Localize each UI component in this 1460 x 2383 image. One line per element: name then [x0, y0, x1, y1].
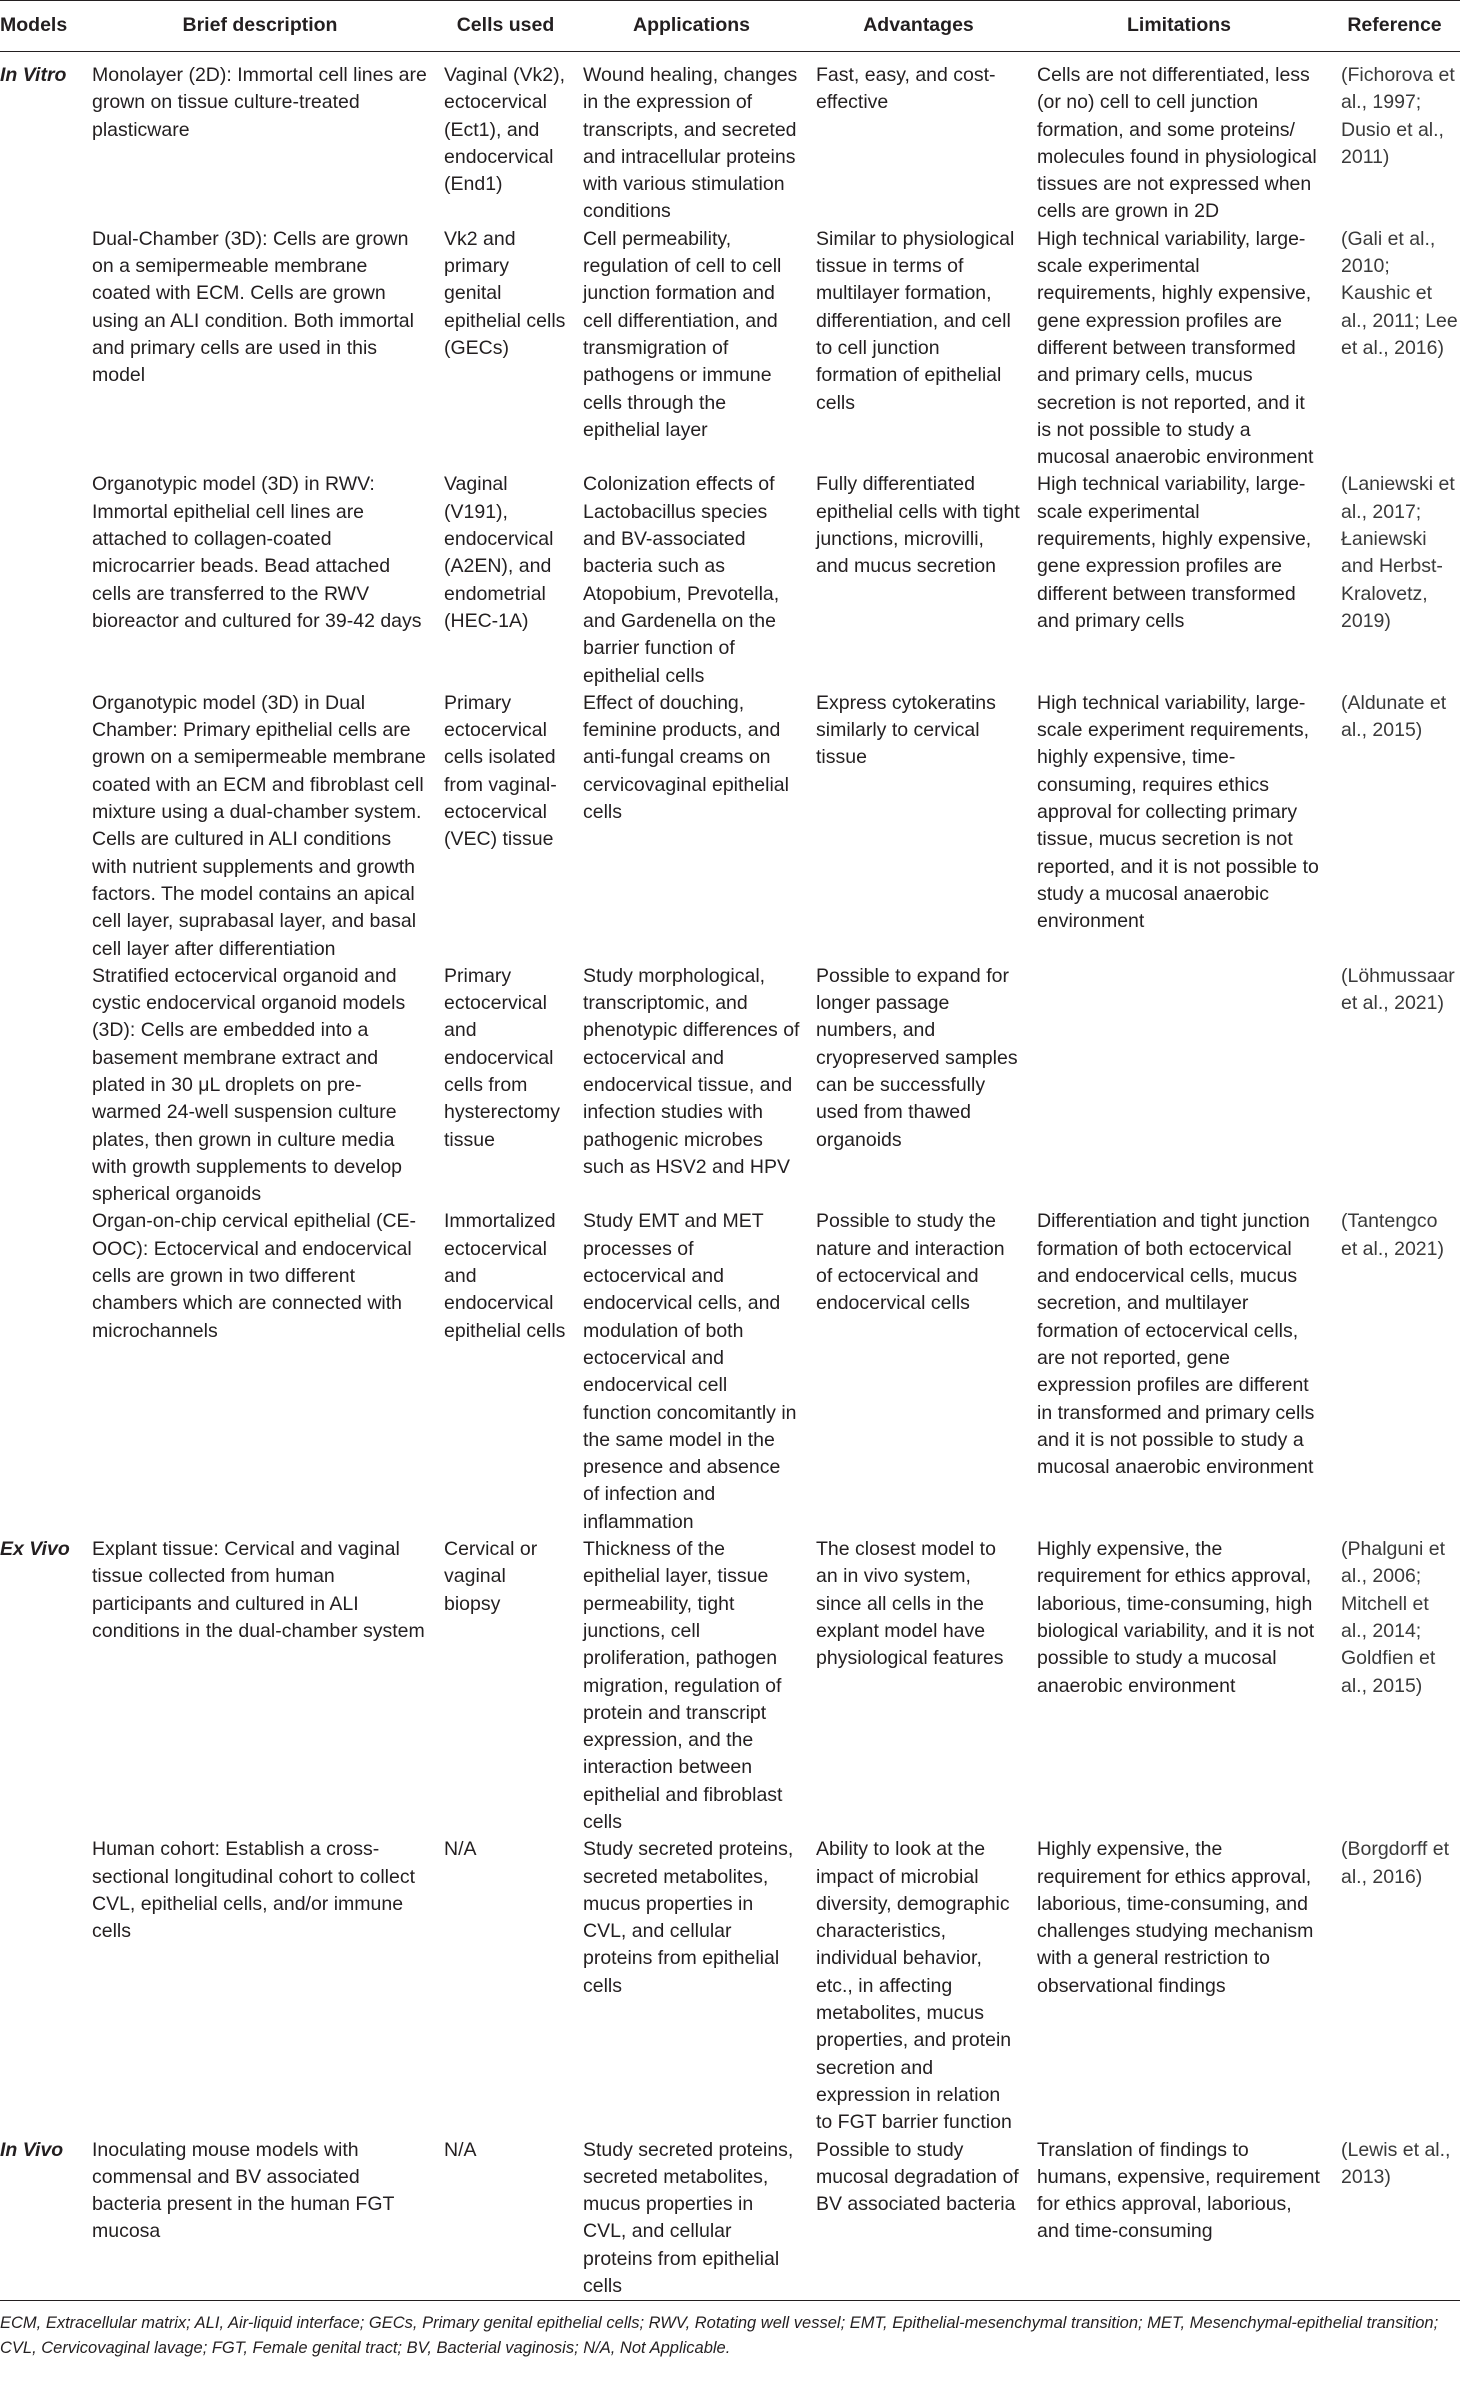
model-category [0, 690, 84, 963]
applications-cell: Effect of douching, feminine products, and anti-fungal creams on cervicovaginal epithelial cells [583, 691, 789, 824]
limitations-cell: Differentiation and tight junction formation of both ectocervical and endocervical cells, mucus secretion, and multilayer formation of ectocervical cells, are not reported, gene expression profiles are different in transformed and primary cells and it is not possible to study a mucosal anaerobic environment [1037, 1210, 1315, 1479]
limitations-cell: High technical variability, large-scale experiment requirements, highly expensive, time-consuming, requires ethics approval for collecting primary tissue, mucus secretion is not reported, and it is not possible to study a mucosal anaerobic environment [1037, 691, 1319, 933]
cells-used-cell: Cervical or vaginal biopsy [444, 1538, 538, 1615]
reference-link[interactable]: (Laniewski et al., 2017; Łaniewski and Herbst-Kralovetz, 2019) [1341, 473, 1455, 632]
table-row [0, 1836, 1460, 2136]
description-cell: Organ-on-chip cervical epithelial (CE-OOC): Ectocervical and endocervical cells are grown in two different chambers which are connected with microchannels [92, 1210, 417, 1342]
model-category: Ex Vivo [0, 1538, 70, 1561]
advantages-cell: Possible to study the nature and interaction of ectocervical and endocervical cells [816, 1210, 1005, 1315]
limitations-cell: Highly expensive, the requirement for ethics approval, laborious, time-consuming, and challenges studying mechanism with a general restriction to observational findings [1037, 1838, 1314, 1997]
advantages-cell: Possible to expand for longer passage numbers, and cryopreserved samples can be successfully used from thawed organoids [816, 964, 1018, 1151]
advantages-cell: Fast, easy, and cost-effective [816, 64, 996, 114]
reference-link[interactable]: (Lewis et al., 2013) [1329, 2137, 1460, 2301]
table-header [0, 1, 1460, 52]
applications-cell: Cell permeability, regulation of cell to cell junction formation and cell differentiation, and transmigration of pathogens or immune cells through the epithelial layer [583, 227, 782, 441]
cells-used-cell: N/A [444, 1838, 477, 1861]
applications-cell: Study secreted proteins, secreted metabolites, mucus properties in CVL, and cellular proteins from epithelial cells [583, 1838, 794, 1997]
description-cell: Stratified ectocervical organoid and cystic endocervical organoid models (3D): Cells are embedded into a basement membrane extract and plated in 30 μL droplets on pre-warmed 24-well suspension culture plates, then grown in culture media with growth supplements to develop spherical organoids [92, 964, 406, 1206]
cells-used-cell: Vaginal (V191), endocervical (A2EN), and endometrial (HEC-1A) [444, 473, 554, 632]
model-category [0, 1208, 84, 1536]
limitations-cell: High technical variability, large-scale experimental requirements, highly expensive, gene expression profiles are different between transformed and primary cells, mucus secretion is not reported, and it is not possible to study a mucosal anaerobic environment [1037, 227, 1314, 469]
description-cell: Organotypic model (3D) in RWV: Immortal epithelial cell lines are attached to collagen-coated microcarrier beads. Bead attached cells are transferred to the RWV bioreactor and cultured for 39-42 days [92, 473, 422, 632]
cells-used-cell: Vk2 and primary genital epithelial cells (GECs) [444, 227, 566, 359]
advantages-cell: Ability to look at the impact of microbial diversity, demographic characteristics, individual behavior, etc., in affecting metabolites, mucus properties, and protein secretion and expression in relation to FGT barrier function [816, 1838, 1012, 2134]
applications-cell: Study morphological, transcriptomic, and phenotypic differences of ectocervical and endocervical tissue, and infection studies with pathogenic microbes such as HSV2 and HPV [583, 964, 800, 1178]
table-row [0, 690, 1460, 963]
header-limitations: Limitations [1029, 1, 1329, 52]
model-category [0, 963, 84, 1209]
table-row [0, 471, 1460, 689]
advantages-cell: Similar to physiological tissue in terms of multilayer formation, differentiation, and cell to cell junction formation of epithelial cells [816, 227, 1015, 414]
applications-cell: Study EMT and MET processes of ectocervical and endocervical cells, and modulation of both ectocervical and endocervical cell function concomitantly in the same model in the presence and absence of infection and inflammation [583, 1210, 797, 1533]
description-cell: Organotypic model (3D) in Dual Chamber: Primary epithelial cells are grown on a semipermeable membrane coated with an ECM and fibroblast cell mixture using a dual-chamber system. Cells are cultured in ALI conditions with nutrient supplements and growth factors. The model contains an apical cell layer, suprabasal layer, and basal cell layer after differentiation [92, 691, 426, 960]
model-category: In Vitro [0, 64, 67, 86]
cells-used-cell: Immortalized ectocervical and endocervical epithelial cells [444, 1210, 566, 1342]
model-category [0, 1836, 84, 2136]
table-body [0, 52, 1460, 2301]
advantages-cell: Possible to study mucosal degradation of BV associated bacteria [808, 2137, 1029, 2301]
reference-link[interactable]: (Tantengco et al., 2021) [1341, 1210, 1444, 1260]
table-row [0, 52, 1460, 226]
header-cells-used: Cells used [436, 1, 575, 52]
table-row [0, 1536, 1460, 1836]
model-category [0, 471, 84, 689]
applications-cell: Study secreted proteins, secreted metabolites, mucus properties in CVL, and cellular proteins from epithelial cells [575, 2137, 808, 2301]
reference-link[interactable]: (Phalguni et al., 2006; Mitchell et al., 2014; Goldfien et al., 2015) [1341, 1538, 1446, 1697]
advantages-cell: Express cytokeratins similarly to cervical tissue [816, 691, 996, 769]
limitations-cell: Highly expensive, the requirement for ethics approval, laborious, time-consuming, high biological variability, and it is not possible to study a mucosal anaerobic environment [1037, 1538, 1315, 1697]
model-category: In Vivo [0, 2137, 84, 2301]
cells-used-cell: N/A [436, 2137, 575, 2301]
header-applications: Applications [575, 1, 808, 52]
description-cell: Explant tissue: Cervical and vaginal tissue collected from human participants and cultured in ALI conditions in the dual-chamber system [92, 1538, 425, 1642]
limitations-cell: High technical variability, large-scale experimental requirements, highly expensive, gene expression profiles are different between transformed and primary cells [1037, 473, 1312, 632]
table-row [0, 963, 1460, 1209]
applications-cell: Thickness of the epithelial layer, tissue permeability, tight junctions, cell proliferation, pathogen migration, regulation of protein and transcript expression, and the interaction between epithelial and fibroblast cells [583, 1538, 783, 1833]
advantages-cell: Fully differentiated epithelial cells with tight junctions, microvilli, and mucus secretion [816, 473, 1020, 578]
table-footnote: ECM, Extracellular matrix; ALI, Air-liquid interface; GECs, Primary genital epithelial cells; RWV, Rotating well vessel; EMT, Epithelial-mesenchymal transition; MET, Mesenchymal-epithelial transition; CVL, Cervicovaginal lavage; FGT, Female genital tract; BV, Bacterial vaginosis; N/A, Not Applicable. [0, 2314, 1439, 2358]
limitations-cell: Cells are not differentiated, less (or no) cell to cell junction formation, and some proteins/ molecules found in physiological tissues are not expressed when cells are grown in 2D [1037, 64, 1317, 223]
limitations-cell [1029, 963, 1329, 1209]
table-row [0, 1208, 1460, 1536]
description-cell: Human cohort: Establish a cross-sectional longitudinal cohort to collect CVL, epithelial cells, and/or immune cells [92, 1838, 416, 1943]
reference-link[interactable]: (Borgdorff et al., 2016) [1341, 1838, 1450, 1888]
applications-cell: Wound healing, changes in the expression of transcripts, and secreted and intracellular proteins with various stimulation conditions [583, 64, 798, 223]
description-cell: Monolayer (2D): Immortal cell lines are grown on tissue culture-treated plasticware [92, 64, 427, 141]
header-description: Brief description [84, 1, 436, 52]
description-cell: Dual-Chamber (3D): Cells are grown on a semipermeable membrane coated with ECM. Cells are grown using an ALI condition. Both immortal and primary cells are used in this model [92, 227, 414, 387]
advantages-cell: The closest model to an in vivo system, since all cells in the explant model have physiological features [816, 1538, 1004, 1670]
cells-used-cell: Primary ectocervical cells isolated from vaginal-ectocervical (VEC) tissue [444, 691, 557, 851]
reference-link[interactable]: (Löhmussaar et al., 2021) [1341, 964, 1455, 1015]
cells-used-cell: Vaginal (Vk2), ectocervical (Ect1), and endocervical (End1) [444, 64, 566, 196]
table-row [0, 2137, 1460, 2301]
cells-used-cell: Primary ectocervical and endocervical cells from hysterectomy tissue [444, 964, 560, 1151]
applications-cell: Colonization effects of Lactobacillus species and BV-associated bacteria such as Atopobium, Prevotella, and Gardenella on the barrier function of epithelial cells [583, 473, 780, 687]
header-models: Models [0, 1, 84, 52]
reference-link[interactable]: (Gali et al., 2010; Kaushic et al., 2011; Lee et al., 2016) [1341, 227, 1458, 359]
description-cell: Inoculating mouse models with commensal and BV associated bacteria present in the human FGT mucosa [84, 2137, 436, 2301]
table-row [0, 226, 1460, 472]
model-category [0, 226, 84, 472]
header-row [0, 1, 1460, 52]
reference-link[interactable]: (Aldunate et al., 2015) [1341, 691, 1447, 742]
header-reference: Reference [1329, 1, 1460, 52]
header-advantages: Advantages [808, 1, 1029, 52]
reference-link[interactable]: (Fichorova et al., 1997; Dusio et al., 2011) [1341, 64, 1455, 168]
limitations-cell: Translation of findings to humans, expensive, requirement for ethics approval, laborious, and time-consuming [1029, 2137, 1329, 2301]
